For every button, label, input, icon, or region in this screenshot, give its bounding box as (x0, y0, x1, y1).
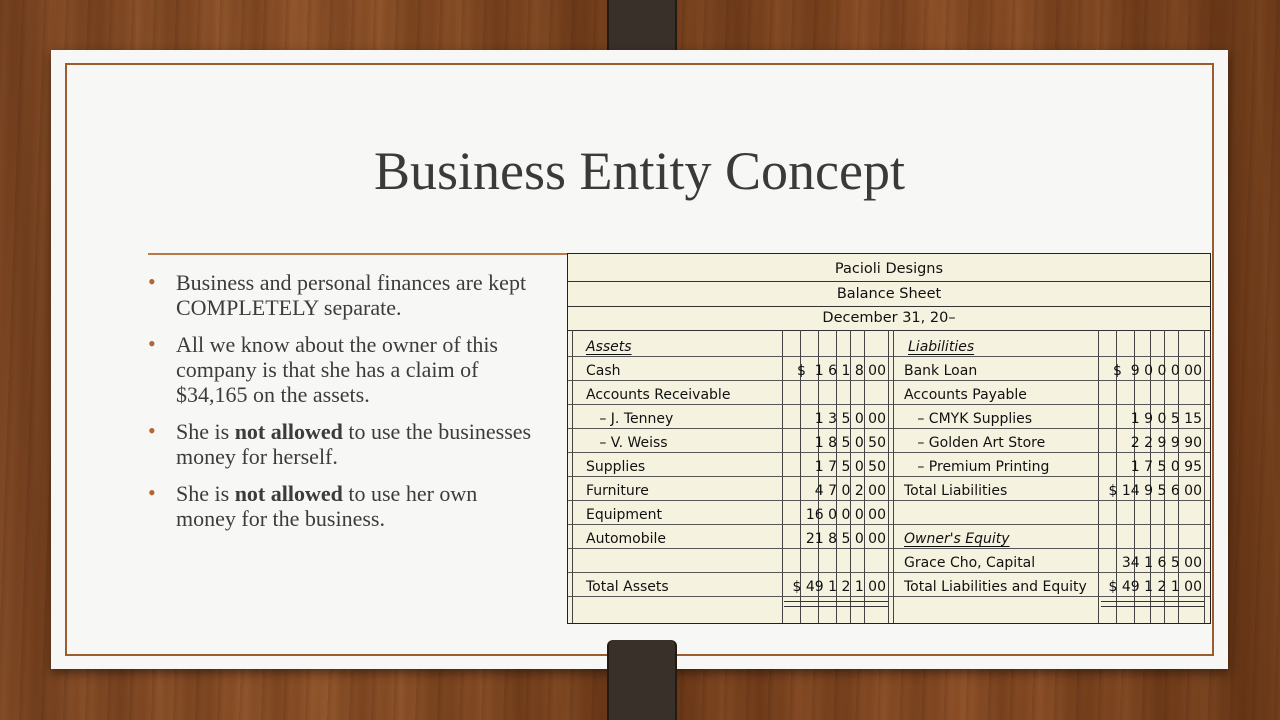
asset-amount: $ 49 1 2 1 00 (792, 579, 886, 595)
bullet-text: to use her own money for the business. (176, 481, 478, 531)
bullet-text: Business and personal finances are kept COMPLETELY separate. (176, 270, 527, 320)
asset-label: Accounts Receivable (586, 387, 731, 403)
liability-equity-label: Total Liabilities (904, 483, 1008, 499)
liability-equity-label: Bank Loan (904, 363, 978, 379)
bullet-item (148, 332, 538, 407)
total-double-underline (1101, 601, 1205, 607)
asset-label: Total Assets (586, 579, 669, 595)
ledger-row-line (568, 356, 1210, 357)
bullet-icon: • (148, 480, 156, 505)
bullet-emphasis: not allowed (234, 419, 343, 444)
ledger-row-line (568, 524, 1210, 525)
asset-label: – J. Tenney (586, 411, 674, 427)
liability-equity-label: Grace Cho, Capital (904, 555, 1036, 571)
asset-label: Furniture (586, 483, 649, 499)
assets-heading: Assets (586, 339, 632, 355)
liability-equity-label: Total Liabilities and Equity (904, 579, 1087, 595)
liability-equity-amount: 1 7 5 0 95 (1130, 459, 1202, 475)
ledger-column-line (893, 330, 894, 623)
bullet-text: She is (176, 419, 235, 444)
ledger-column-line (888, 330, 889, 623)
title-divider (148, 253, 568, 255)
liability-equity-amount: $ 9 0 0 0 00 (1112, 363, 1202, 379)
bullet-icon: • (148, 269, 156, 294)
asset-amount: 16 0 0 0 00 (805, 507, 886, 523)
bullet-item (148, 270, 538, 320)
ledger-column-line (1204, 330, 1205, 623)
slide-title: Business Entity Concept (374, 141, 905, 201)
asset-amount: 21 8 5 0 00 (805, 531, 886, 547)
bullet-text: All we know about the owner of this company is that she has a claim of $34,165 on the assets. (176, 332, 498, 407)
asset-label: Equipment (586, 507, 662, 523)
asset-amount: 1 7 5 0 50 (814, 459, 886, 475)
bullet-item (148, 419, 538, 469)
ledger-column-line (572, 330, 573, 623)
bullet-icon: • (148, 418, 156, 443)
liability-equity-label: – Golden Art Store (904, 435, 1046, 451)
liability-equity-amount: $ 14 9 5 6 00 (1108, 483, 1202, 499)
asset-label: Cash (586, 363, 621, 379)
ledger-column-line (1098, 330, 1099, 623)
bullet-emphasis: not allowed (234, 481, 343, 506)
asset-amount: $ 1 6 1 8 00 (796, 363, 886, 379)
sheet-statement-name: Balance Sheet (568, 282, 1210, 307)
asset-label: Supplies (586, 459, 646, 475)
total-double-underline (784, 601, 888, 607)
sheet-company: Pacioli Designs (568, 257, 1210, 282)
liability-equity-label: – CMYK Supplies (904, 411, 1033, 427)
bullet-text: to use the businesses money for herself. (176, 419, 532, 469)
bullet-text: She is (176, 481, 235, 506)
liabilities-heading: Liabilities (908, 339, 975, 355)
bottom-strap (607, 640, 677, 720)
ledger-column-line (782, 330, 783, 623)
liability-equity-amount: $ 49 1 2 1 00 (1108, 579, 1202, 595)
owners-equity-heading: Owner's Equity (904, 531, 1010, 547)
asset-label: – V. Weiss (586, 435, 668, 451)
ledger-row-line (568, 476, 1210, 477)
asset-label: Automobile (586, 531, 666, 547)
bullet-list (148, 270, 538, 543)
balance-sheet-table (567, 253, 1211, 624)
liability-equity-label: – Premium Printing (904, 459, 1050, 475)
asset-amount: 1 8 5 0 50 (814, 435, 886, 451)
liability-equity-amount: 1 9 0 5 15 (1130, 411, 1202, 427)
bullet-item (148, 481, 538, 531)
bullet-icon: • (148, 331, 156, 356)
ledger-row-line (568, 572, 1210, 573)
liability-equity-label: Accounts Payable (904, 387, 1027, 403)
liability-equity-amount: 2 2 9 9 90 (1130, 435, 1202, 451)
asset-amount: 4 7 0 2 00 (814, 483, 886, 499)
asset-amount: 1 3 5 0 00 (814, 411, 886, 427)
sheet-date: December 31, 20– (568, 306, 1210, 331)
liability-equity-amount: 34 1 6 5 00 (1121, 555, 1202, 571)
